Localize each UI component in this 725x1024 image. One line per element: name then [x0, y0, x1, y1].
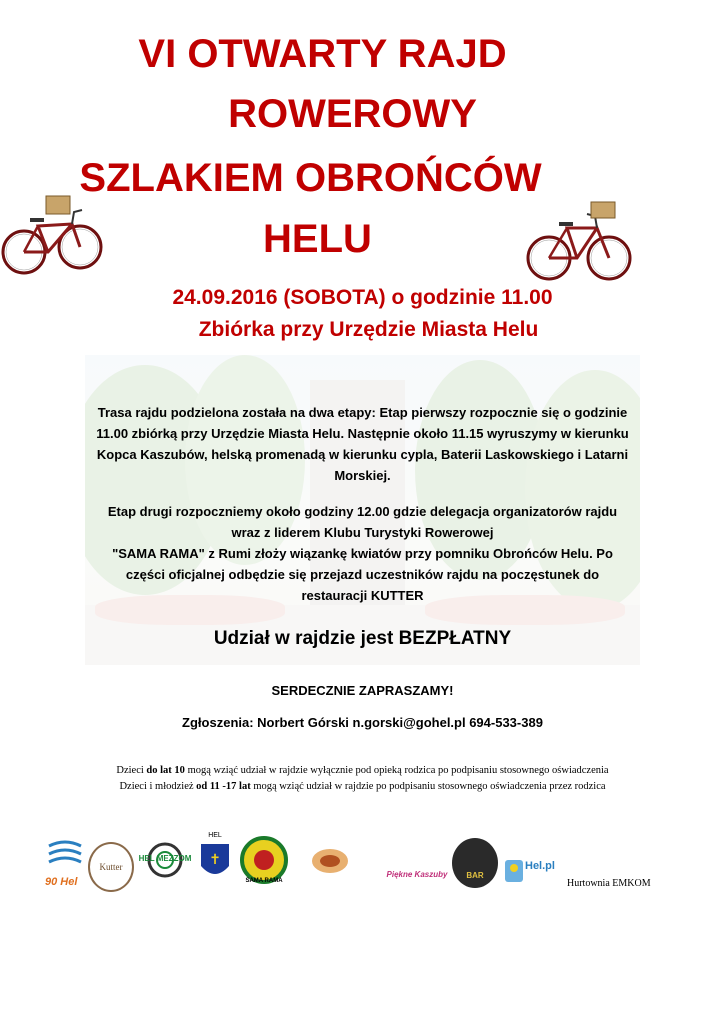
title-line-4: HELU: [263, 217, 372, 261]
note-text: mogą wziąć udział w rajdzie wyłącznie pod opieką rodzica po podpisaniu stosownego oświadczenia: [184, 765, 609, 776]
logo-label: 90 Hel: [45, 876, 78, 888]
route-paragraph-2: [30, 501, 695, 606]
logo-label: BAR: [466, 871, 484, 880]
free-participation-heading: Udział w rajdzie jest BEZPŁATNY: [213, 628, 512, 649]
text-line: Etap drugi rozpoczniemy około godziny 12.00 gdzie delegacja organizatorów rajdu: [107, 504, 618, 519]
logo-label: SAMA RAMA: [245, 878, 283, 884]
logo-label: Piękne Kaszuby: [386, 869, 448, 879]
logo-sama-rama: [240, 836, 288, 886]
text-line: 11.00 zbiórką przy Urzędzie Miasta Helu. Następnie około 11.15 wyruszymy w kierunku: [96, 426, 629, 441]
logo-hel-crest: [197, 832, 233, 888]
age-range: do lat 10: [146, 765, 185, 776]
youth-note: [0, 781, 725, 792]
logo-helmezzom: [135, 840, 195, 884]
note-text: Dzieci i młodzież: [119, 781, 197, 792]
text-line: części oficjalnej odbędzie się przejazd uczestników rajdu na poczęstunek do: [125, 567, 600, 582]
logo-kutter: [88, 842, 134, 892]
text-line: Morskiej.: [334, 468, 391, 483]
contact-info: Zgłoszenia: Norbert Górski n.gorski@gohel.pl 694-533-389: [182, 715, 543, 730]
text-line: restauracji KUTTER: [301, 588, 424, 603]
title-line-1: VI OTWARTY RAJD: [138, 32, 507, 76]
title-line-3: SZLAKIEM OBROŃCÓW: [79, 156, 542, 200]
event-date: 24.09.2016 (SOBOTA) o godzinie 11.00: [172, 286, 553, 309]
text-line: "SAMA RAMA" z Rumi złoży wiązankę kwiatów przy pomniku Obrońców Helu. Po: [112, 546, 613, 561]
text-line: wraz z liderem Klubu Turystyki Rowerowej: [231, 525, 494, 540]
bicycle-illustration-left: [0, 190, 105, 280]
sponsor-emkom: Hurtownia EMKOM: [567, 878, 651, 889]
logo-sunset-emblem: [310, 845, 350, 875]
age-range: od 11 -17 lat: [196, 781, 251, 792]
children-note: [0, 765, 725, 776]
bicycle-illustration-right: [525, 198, 635, 283]
text-line: Trasa rajdu podzielona została na dwa etapy: Etap pierwszy rozpocznie się o godzinie: [97, 405, 628, 420]
title-line-2: ROWEROWY: [228, 92, 477, 136]
logo-bar: [452, 838, 498, 888]
logo-helpl: [505, 858, 563, 886]
logo-label: HEL: [208, 832, 222, 839]
svg-text:✝: ✝: [209, 852, 221, 868]
invitation-text: SERDECZNIE ZAPRASZAMY!: [271, 683, 454, 698]
note-text: Dzieci: [116, 765, 147, 776]
note-text: mogą wziąć udział w rajdzie po podpisaniu stosownego oświadczenia przez rodzica: [250, 781, 606, 792]
meeting-point: Zbiórka przy Urzędzie Miasta Helu: [198, 318, 539, 341]
logo-90-hel: [45, 838, 85, 888]
logo-label: Kutter: [99, 862, 123, 872]
text-line: Kopca Kaszubów, helską promenadą w kierunku cypla, Baterii Laskowskiego i Latarni: [96, 447, 629, 462]
logo-label: Hel.pl: [525, 860, 555, 872]
route-paragraph-1: [30, 402, 695, 486]
logo-piekne-kaszuby: [384, 864, 450, 884]
logo-label: HEL MEZZOM: [138, 854, 192, 863]
